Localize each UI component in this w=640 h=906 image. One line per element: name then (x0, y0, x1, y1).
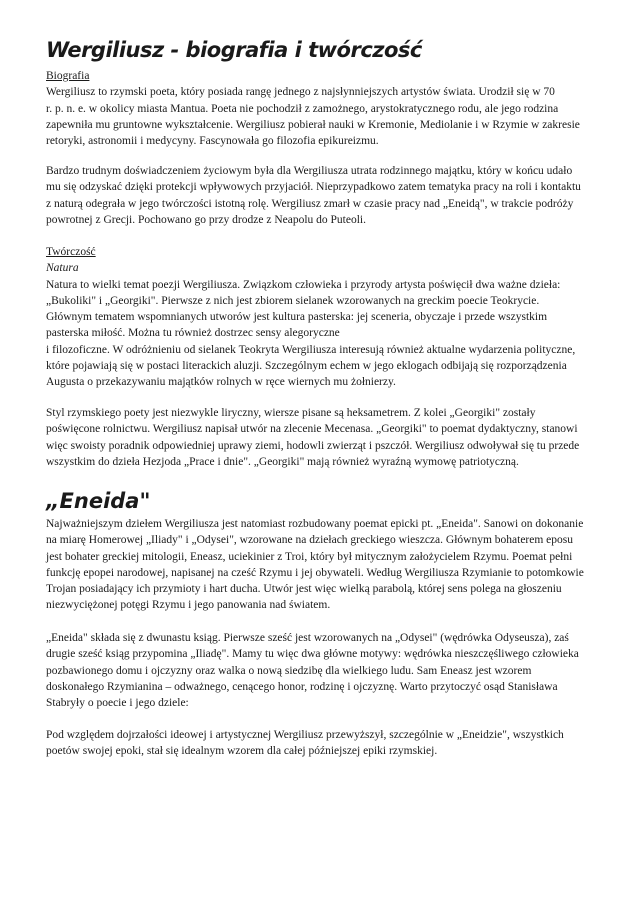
natura-subheading: Natura (46, 262, 79, 275)
document-title: Wergiliusz - biografia i twórczość (46, 38, 422, 62)
text-line: pasterska miłość. Można tu również dostrzec sensy alegoryczne (46, 327, 340, 340)
text-line: jest bohater greckiej mitologii, Eneasz, uciekinier z Troi, który był mitycznym założycielem Rzymu. Poemat pełni (46, 550, 573, 563)
text-line: Stabryły o poecie i jego dziele: (46, 697, 189, 710)
text-line: r. p. n. e. w okolicy miasta Mantua. Poeta nie pochodził z zamożnego, arystokratycznego rodu, ale jego rodzina (46, 102, 559, 115)
text-line: doskonałego Rzymianina – odważnego, cenącego honor, rodzinę i ojczyznę. Warto przytoczyć osąd Stanisława (46, 680, 558, 693)
text-line: niezwyciężonej potęgi Rzymu i jego panowania nad światem. (46, 599, 331, 612)
text-line: funkcję epopei narodowej, napisanej na cześć Rzymu i jej obywateli. Według Wergiliusza Rzymianie to potomkowie (46, 566, 584, 579)
text-line: powrotnej z Grecji. Pochowano go przy drodze z Neapolu do Puteoli. (46, 213, 366, 226)
text-line: retoryki, astronomii i medycyny. Fascynowała go filozofia epikureizmu. (46, 135, 379, 148)
eneida-paragraph-1 (46, 516, 606, 614)
text-line: Pod względem dojrzałości ideowej i artystycznej Wergiliusz przewyższył, szczególnie w „Eneidzie", wszystkich (46, 729, 564, 741)
eneida-paragraph-2 (46, 630, 606, 711)
biografia-paragraph-2 (46, 163, 606, 228)
text-line: mu się odzyskać dzięki protekcji wpływowych przyjaciół. Nieprzypadkowo zatem tematyka pracy na roli i kontaktu (46, 181, 581, 194)
biografia-section (46, 68, 606, 149)
text-line: „Bukoliki" i „Georgiki". Pierwsze z nich jest zbiorem sielanek wzorowanych na greckim poecie Teokrycie. (46, 294, 540, 307)
text-line: pozbawionego domu i ojczyzny oraz walka o nową siedzibę dla wielkiego ludu. Sam Eneasz jest wzorem (46, 664, 532, 677)
text-line: Wergiliusz to rzymski poeta, który posiada rangę jednego z najsłynniejszych artystów świata. Urodził się w 70 (46, 86, 555, 99)
text-line: poetów swojej epoki, stał się idealnym wzorem dla całej późniejszej epiki rzymskiej. (46, 745, 438, 758)
text-line: poświęcone rolnictwu. Wergiliusz napisał utwór na zlecenie Mecenasa. „Georgiki" to poemat dydaktyczny, stanowi (46, 423, 578, 436)
text-line: które pojawiają się w postaci literackich aluzji. Szczególnym echem w jego eklogach odbijają się rozporządzenia (46, 360, 567, 373)
text-line: Styl rzymskiego poety jest niezwykle liryczny, wiersze pisane są heksametrem. Z kolei „Georgiki" zostały (46, 407, 536, 419)
tworczosc-section (46, 244, 606, 391)
text-line: z naturą odegrała w jego twórczości istotną rolę. Wergiliusz zmarł w czasie pracy nad „Eneidą", w trakcie podróży (46, 197, 574, 210)
tworczosc-heading: Twórczość (46, 246, 96, 258)
text-line: zapewniła mu gruntowne wykształcenie. Wergiliusz pobierał nauki w Kremonie, Mediolanie i w Rzymie w zakresie (46, 118, 580, 131)
natura-paragraph-2 (46, 405, 606, 470)
quote-paragraph (46, 727, 606, 760)
text-line: drugie sześć ksiąg przypomina „Iliadę". Mamy tu więc dwa główne motywy: wędrówka nieszczęśliwego człowieka (46, 648, 579, 661)
text-line: Trojan posiadający ich przymioty i hart ducha. Utwór jest więc wielką parabolą, której sens polega na głoszeniu (46, 583, 562, 596)
text-line: Najważniejszym dziełem Wergiliusza jest natomiast rozbudowany poemat epicki pt. „Eneida". Sanowi on dokonanie (46, 518, 584, 530)
text-line: Głównym tematem wspomnianych utworów jest kultura pasterska: jej sceneria, obyczaje i przede wszystkim (46, 311, 548, 324)
eneida-heading: „Eneida" (46, 489, 151, 513)
text-line: Natura to wielki temat poezji Wergiliusza. Związkom człowieka i przyrody artysta poświęcił dwa ważne dzieła: (46, 278, 561, 291)
text-line: na miarę Homerowej „Iliady" i „Odysei", wzorowane na dziełach greckiego wieszcza. Głównym bohaterem eposu (46, 534, 574, 547)
text-line: i filozoficzne. W odróżnieniu od sielanek Teokryta Wergiliusza interesują również aktualne wydarzenia polityczne, (46, 343, 576, 356)
biografia-paragraph-1 (46, 84, 606, 149)
text-line: więc swoisty poradnik odpowiedniej uprawy ziemi, hodowli zwierząt i pszczół. Wergiliusz odwoływał się tu przede (46, 439, 580, 452)
natura-paragraph-1 (46, 277, 606, 391)
text-line: Bardzo trudnym doświadczeniem życiowym była dla Wergiliusza utrata rodzinnego majątku, który w końcu udało (46, 165, 573, 177)
biografia-heading: Biografia (46, 70, 90, 82)
text-line: Augusta o przekazywaniu majątków rolnych w ręce wiernych mu żołnierzy. (46, 376, 396, 389)
text-line: „Eneida" składa się z dwunastu ksiąg. Pierwsze sześć jest wzorowanych na „Odysei" (wędrówka Odyseusza), zaś (46, 632, 569, 644)
text-line: wszystkim do dzieła Hezjoda „Prace i dnie". „Georgiki" mają również wyraźną wymowę patriotyczną. (46, 455, 519, 468)
